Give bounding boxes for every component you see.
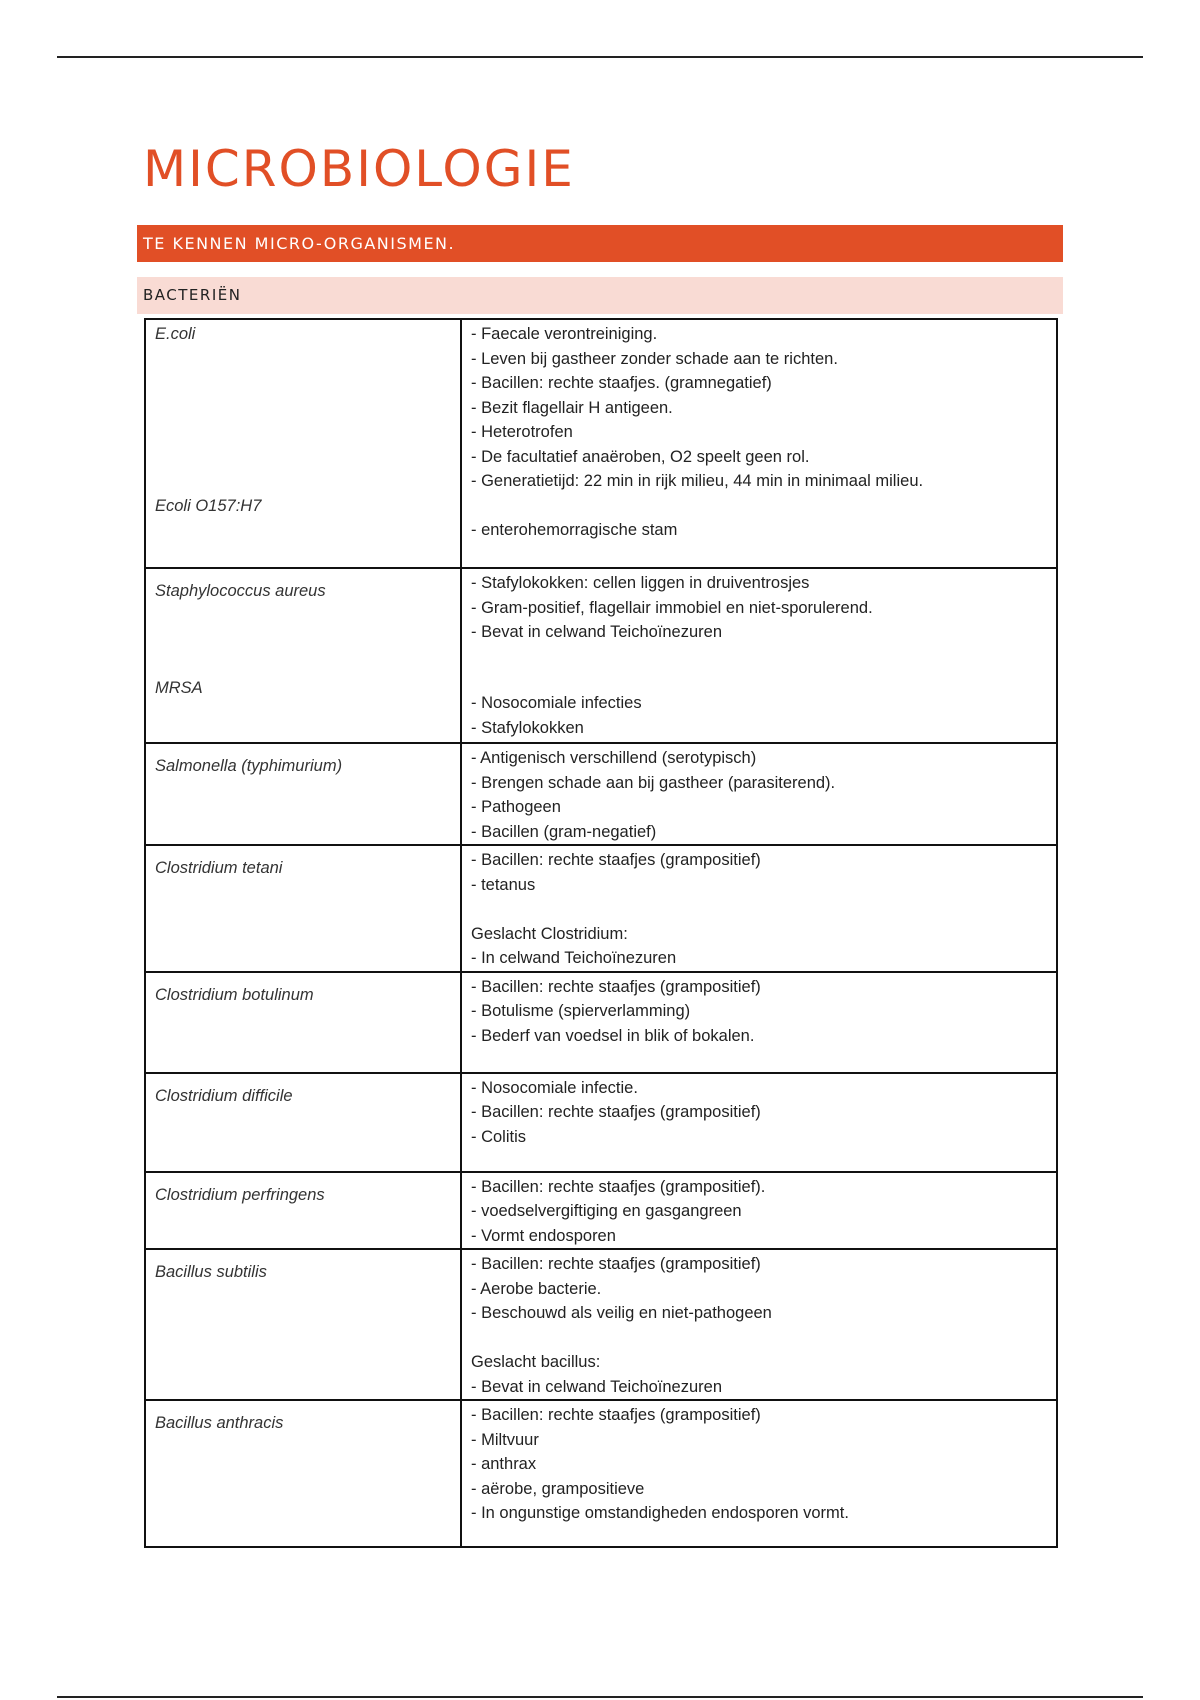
organism-name: Salmonella (typhimurium) bbox=[155, 757, 343, 775]
organism-name: Bacillus anthracis bbox=[155, 1414, 284, 1432]
organism-name-cell bbox=[145, 1400, 461, 1547]
organism-description-cell bbox=[461, 1400, 1057, 1547]
table-row bbox=[145, 743, 1057, 845]
subsection-heading: BACTERIËN bbox=[137, 277, 1063, 314]
organism-name: Clostridium perfringens bbox=[155, 1185, 325, 1204]
description-line: - Bacillen: rechte staafjes. (gramnegatief) bbox=[471, 374, 772, 392]
organism-description-cell bbox=[461, 743, 1057, 845]
organism-description-cell bbox=[461, 845, 1057, 972]
organism-name-cell bbox=[145, 319, 461, 568]
section-heading: TE KENNEN MICRO-ORGANISMEN. bbox=[137, 225, 1063, 262]
description-line: - Miltvuur bbox=[471, 1430, 539, 1449]
table-row bbox=[145, 1400, 1057, 1547]
table-row bbox=[145, 1249, 1057, 1400]
description-line: - Bacillen: rechte staafjes (grampositief) bbox=[471, 851, 761, 869]
table-row bbox=[145, 1172, 1057, 1250]
organism-name: Staphylococcus aureus bbox=[155, 582, 326, 600]
description-line: - Bezit flagellair H antigeen. bbox=[471, 398, 673, 417]
description-line: - Aerobe bacterie. bbox=[471, 1279, 602, 1298]
description-line: - De facultatief anaëroben, O2 speelt geen rol. bbox=[471, 447, 810, 466]
description-line: - Botulisme (spierverlamming) bbox=[471, 1002, 691, 1020]
description-line: - Generatietijd: 22 min in rijk milieu, 44 min in minimaal milieu. bbox=[471, 472, 924, 490]
description-line: - Bacillen: rechte staafjes (grampositief) bbox=[471, 1103, 761, 1121]
description-line: - Beschouwd als veilig en niet-pathogeen bbox=[471, 1304, 772, 1322]
description-line: - Bacillen: rechte staafjes (grampositief). bbox=[471, 1177, 766, 1196]
organism-description-cell bbox=[461, 319, 1057, 568]
header-rule bbox=[57, 56, 1143, 58]
description-line: - Bevat in celwand Teichoïnezuren bbox=[471, 1377, 723, 1396]
organism-name-cell bbox=[145, 845, 461, 972]
description-line: - tetanus bbox=[471, 875, 536, 894]
organism-name-cell bbox=[145, 743, 461, 845]
description-line: - Faecale verontreiniging. bbox=[471, 325, 658, 343]
description-line: - Bacillen: rechte staafjes (grampositief) bbox=[471, 1406, 761, 1424]
description-line: - Pathogeen bbox=[471, 798, 561, 816]
organism-description-cell bbox=[461, 1172, 1057, 1250]
description-line: - Colitis bbox=[471, 1127, 527, 1146]
organism-name-cell bbox=[145, 1073, 461, 1172]
footer-rule bbox=[57, 1696, 1143, 1698]
description-line: - aërobe, grampositieve bbox=[471, 1479, 645, 1498]
description-line: - Antigenisch verschillend (serotypisch) bbox=[471, 749, 757, 767]
organism-name: Bacillus subtilis bbox=[155, 1263, 267, 1281]
description-line: - Bevat in celwand Teichoïnezuren bbox=[471, 623, 723, 641]
organism-name-cell bbox=[145, 972, 461, 1073]
description-line: - voedselvergiftiging en gasgangreen bbox=[471, 1202, 742, 1220]
description-line: - Bacillen: rechte staafjes (grampositief) bbox=[471, 1255, 761, 1273]
organism-description-cell bbox=[461, 972, 1057, 1073]
description-line: - Leven bij gastheer zonder schade aan te richten. bbox=[471, 349, 838, 368]
description-line: - enterohemorragische stam bbox=[471, 521, 678, 539]
description-line: - Stafylokokken bbox=[471, 718, 584, 737]
description-line: - Gram-positief, flagellair immobiel en niet-sporulerend. bbox=[471, 598, 873, 617]
description-line: - anthrax bbox=[471, 1455, 537, 1473]
description-line: - Nosocomiale infectie. bbox=[471, 1078, 638, 1097]
organism-name: Clostridium tetani bbox=[155, 859, 283, 877]
organism-name: Ecoli O157:H7 bbox=[155, 496, 262, 515]
table-row bbox=[145, 568, 1057, 743]
description-line: - Bacillen: rechte staafjes (grampositief) bbox=[471, 977, 761, 996]
description-line: - Heterotrofen bbox=[471, 423, 573, 441]
description-line: - Bacillen (gram-negatief) bbox=[471, 822, 657, 841]
organism-name: MRSA bbox=[155, 678, 203, 697]
organism-description-cell bbox=[461, 568, 1057, 743]
page-title: MICROBIOLOGIE bbox=[143, 140, 575, 198]
organism-name: Clostridium botulinum bbox=[155, 985, 314, 1004]
table-row bbox=[145, 319, 1057, 568]
organism-description-cell bbox=[461, 1249, 1057, 1400]
description-line: - Brengen schade aan bij gastheer (parasiterend). bbox=[471, 773, 836, 792]
organism-name: E.coli bbox=[155, 325, 196, 343]
table-row bbox=[145, 845, 1057, 972]
description-line: Geslacht bacillus: bbox=[471, 1353, 601, 1371]
organism-name-cell bbox=[145, 568, 461, 743]
description-line: - Vormt endosporen bbox=[471, 1226, 616, 1245]
table-row bbox=[145, 1073, 1057, 1172]
table-row bbox=[145, 972, 1057, 1073]
organism-name-cell bbox=[145, 1172, 461, 1250]
description-line: - Bederf van voedsel in blik of bokalen. bbox=[471, 1026, 755, 1045]
organism-name-cell bbox=[145, 1249, 461, 1400]
organism-name: Clostridium difficile bbox=[155, 1086, 293, 1105]
description-line: - In celwand Teichoïnezuren bbox=[471, 949, 677, 967]
description-line: - In ongunstige omstandigheden endosporen vormt. bbox=[471, 1504, 849, 1522]
organism-description-cell bbox=[461, 1073, 1057, 1172]
description-line: - Nosocomiale infecties bbox=[471, 694, 642, 712]
description-line: - Stafylokokken: cellen liggen in druiventrosjes bbox=[471, 574, 810, 592]
organisms-table bbox=[144, 318, 1058, 1548]
description-line: Geslacht Clostridium: bbox=[471, 924, 628, 943]
